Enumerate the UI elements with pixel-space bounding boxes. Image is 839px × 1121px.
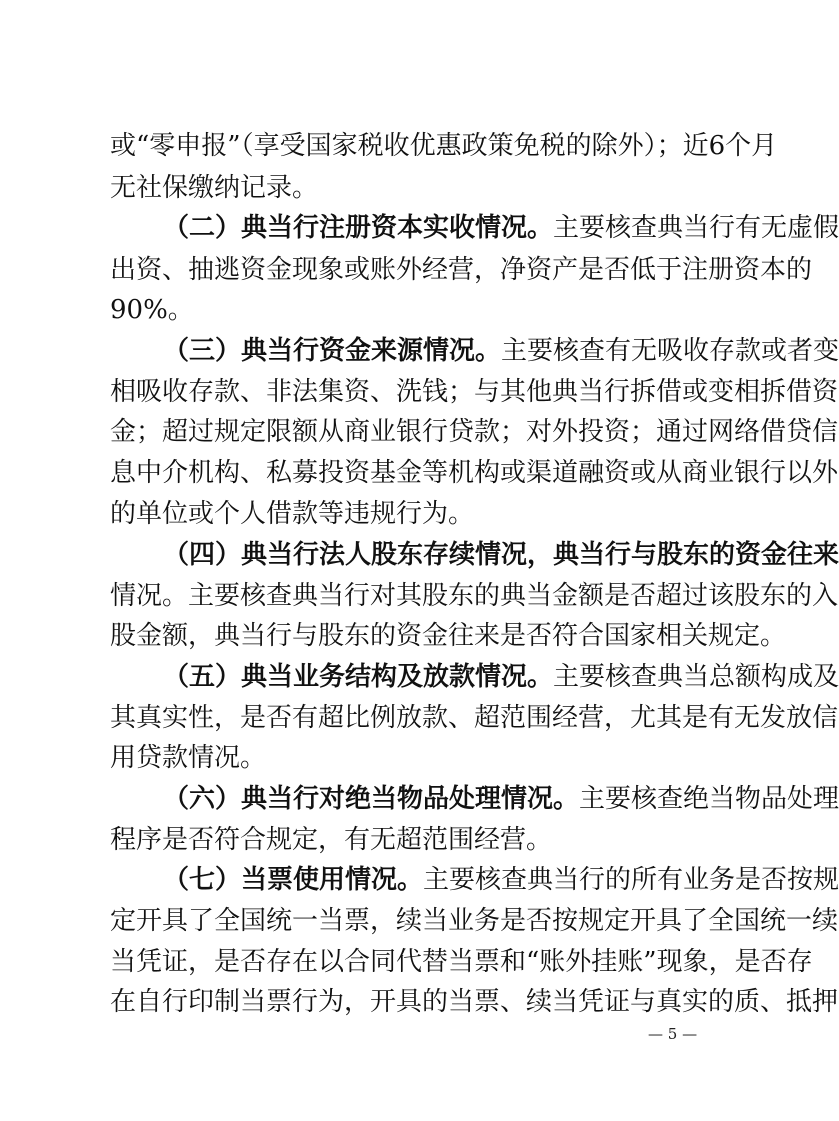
text-line: 其真实性，是否有超比例放款、超范围经营，尤其是有无发放信: [110, 703, 839, 733]
text-span: 主要核查典当行有无虚假: [553, 213, 839, 243]
section-5-line: [163, 657, 839, 697]
text-line: 出资、抽逃资金现象或账外经营，净资产是否低于注册资本的: [110, 255, 813, 285]
text-line: 定开具了全国统一当票，续当业务是否按规定开具了全国统一续: [110, 906, 839, 936]
section-7-heading: （七）当票使用情况。: [163, 865, 424, 895]
section-4-heading: （四）典当行法人股东存续情况，典当行与股东的资金往来: [163, 540, 839, 570]
page-number: — 5 —: [648, 1025, 698, 1043]
text-span: 主要核查典当行的所有业务是否按规: [423, 865, 839, 895]
section-2-line: [163, 208, 839, 248]
text-line: 用贷款情况。: [110, 743, 267, 773]
text-line: 的单位或个人借款等违规行为。: [110, 499, 475, 529]
section-4-line: [163, 535, 839, 575]
text-line: 在自行印制当票行为，开具的当票、续当凭证与真实的质、抵押: [110, 987, 839, 1017]
text-line: 程序是否符合规定，有无超范围经营。: [110, 825, 553, 855]
text-line: 无社保缴纳记录。: [110, 173, 319, 203]
text-span: 主要核查绝当物品处理: [579, 784, 839, 814]
text-span: 主要核查典当总额构成及: [553, 662, 839, 692]
section-7-line: [163, 860, 839, 900]
section-3-heading: （三）典当行资金来源情况。: [163, 336, 502, 366]
text-line: 息中介机构、私募投资基金等机构或渠道融资或从商业银行以外: [110, 458, 839, 488]
text-line: 股金额，典当行与股东的资金往来是否符合国家相关规定。: [110, 621, 787, 651]
text-line: 相吸收存款、非法集资、洗钱；与其他典当行拆借或变相拆借资: [110, 377, 839, 407]
text-line: 金；超过规定限额从商业银行贷款；对外投资；通过网络借贷信: [110, 417, 839, 447]
text-line: 或“零申报”（享受国家税收优惠政策免税的除外）；近6个月: [110, 131, 778, 161]
section-5-heading: （五）典当业务结构及放款情况。: [163, 662, 554, 692]
text-span: 主要核查有无吸收存款或者变: [501, 336, 839, 366]
section-3-line: [163, 331, 839, 371]
text-line: 90%。: [110, 295, 194, 325]
text-line: 情况。主要核查典当行对其股东的典当金额是否超过该股东的入: [110, 581, 839, 611]
section-6-line: [163, 779, 839, 819]
text-line: 当凭证，是否存在以合同代替当票和“账外挂账”现象，是否存: [110, 947, 813, 977]
section-6-heading: （六）典当行对绝当物品处理情况。: [163, 784, 580, 814]
section-2-heading: （二）典当行注册资本实收情况。: [163, 213, 554, 243]
